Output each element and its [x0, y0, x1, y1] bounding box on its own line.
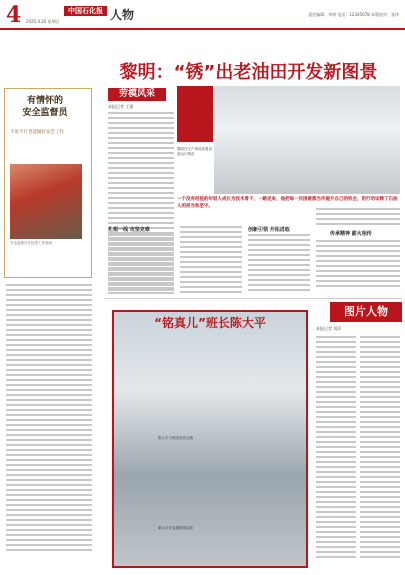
bottom-photo-caption-1: 陈大平在装置现场巡检 [158, 526, 193, 530]
feature-byline: 本报记者 王强 [108, 104, 134, 109]
pull-quote: 一个没有经验的年轻人成长为技术骨干，一路走来，他把每一次困难都当作提升自己的机会，用行动诠释了石油人的担当和坚守。 [177, 197, 398, 209]
page-number: 4 [6, 2, 22, 28]
feature-body-col-6 [316, 240, 400, 290]
left-column-subtitle: 不说不行也能做好安全工作 [10, 130, 64, 135]
left-column-title [10, 95, 80, 119]
bottom-body-col-1 [316, 336, 356, 561]
figure-column-byline: 本报记者 刘洋 [316, 326, 342, 331]
feature-body-col-5 [316, 208, 400, 228]
feature-photo [214, 86, 400, 194]
newspaper-brand: 中国石化报 [64, 6, 107, 16]
issue-date: 2025.4.20 星期日 [26, 19, 60, 24]
left-title-line-2: 安全监督员 [22, 108, 68, 118]
subhead-1: 扎根一线 攻坚克难 [108, 227, 150, 233]
feature-body-col-3 [180, 226, 242, 296]
main-headline: 黎明：“锈”出老油田开发新图景 [119, 62, 378, 83]
figure-column-tag: 图片人物 [330, 302, 402, 322]
subhead-3: 传承精神 薪火相传 [330, 231, 372, 237]
bottom-feature-title: “铭真儿”班长陈大平 [154, 316, 266, 330]
left-title-line-1: 有情怀的 [26, 96, 63, 106]
quote-sidebar [177, 86, 213, 142]
bottom-photo-caption-2: 陈大平与班组成员交流 [158, 436, 193, 440]
editor-credit: 责任编辑：李明 电话：12345678 本版校对：张伟 [308, 12, 399, 17]
left-photo-caption: 安全监督员在检查工作现场 [10, 241, 52, 245]
left-body-text [6, 284, 92, 554]
section-divider [104, 298, 402, 299]
feature-tag: 劳模风采 [108, 88, 166, 101]
page-header [0, 0, 405, 30]
feature-body-col-4 [248, 234, 310, 294]
section-name: 人物 [110, 8, 135, 22]
feature-body-col-2 [108, 234, 174, 294]
bottom-body-col-2 [360, 336, 400, 561]
subhead-2: 创新引领 开拓进取 [248, 227, 290, 233]
left-column-photo [10, 164, 82, 239]
feature-photo-caption: 黎明在生产现场查看设备运行情况 [177, 147, 212, 156]
